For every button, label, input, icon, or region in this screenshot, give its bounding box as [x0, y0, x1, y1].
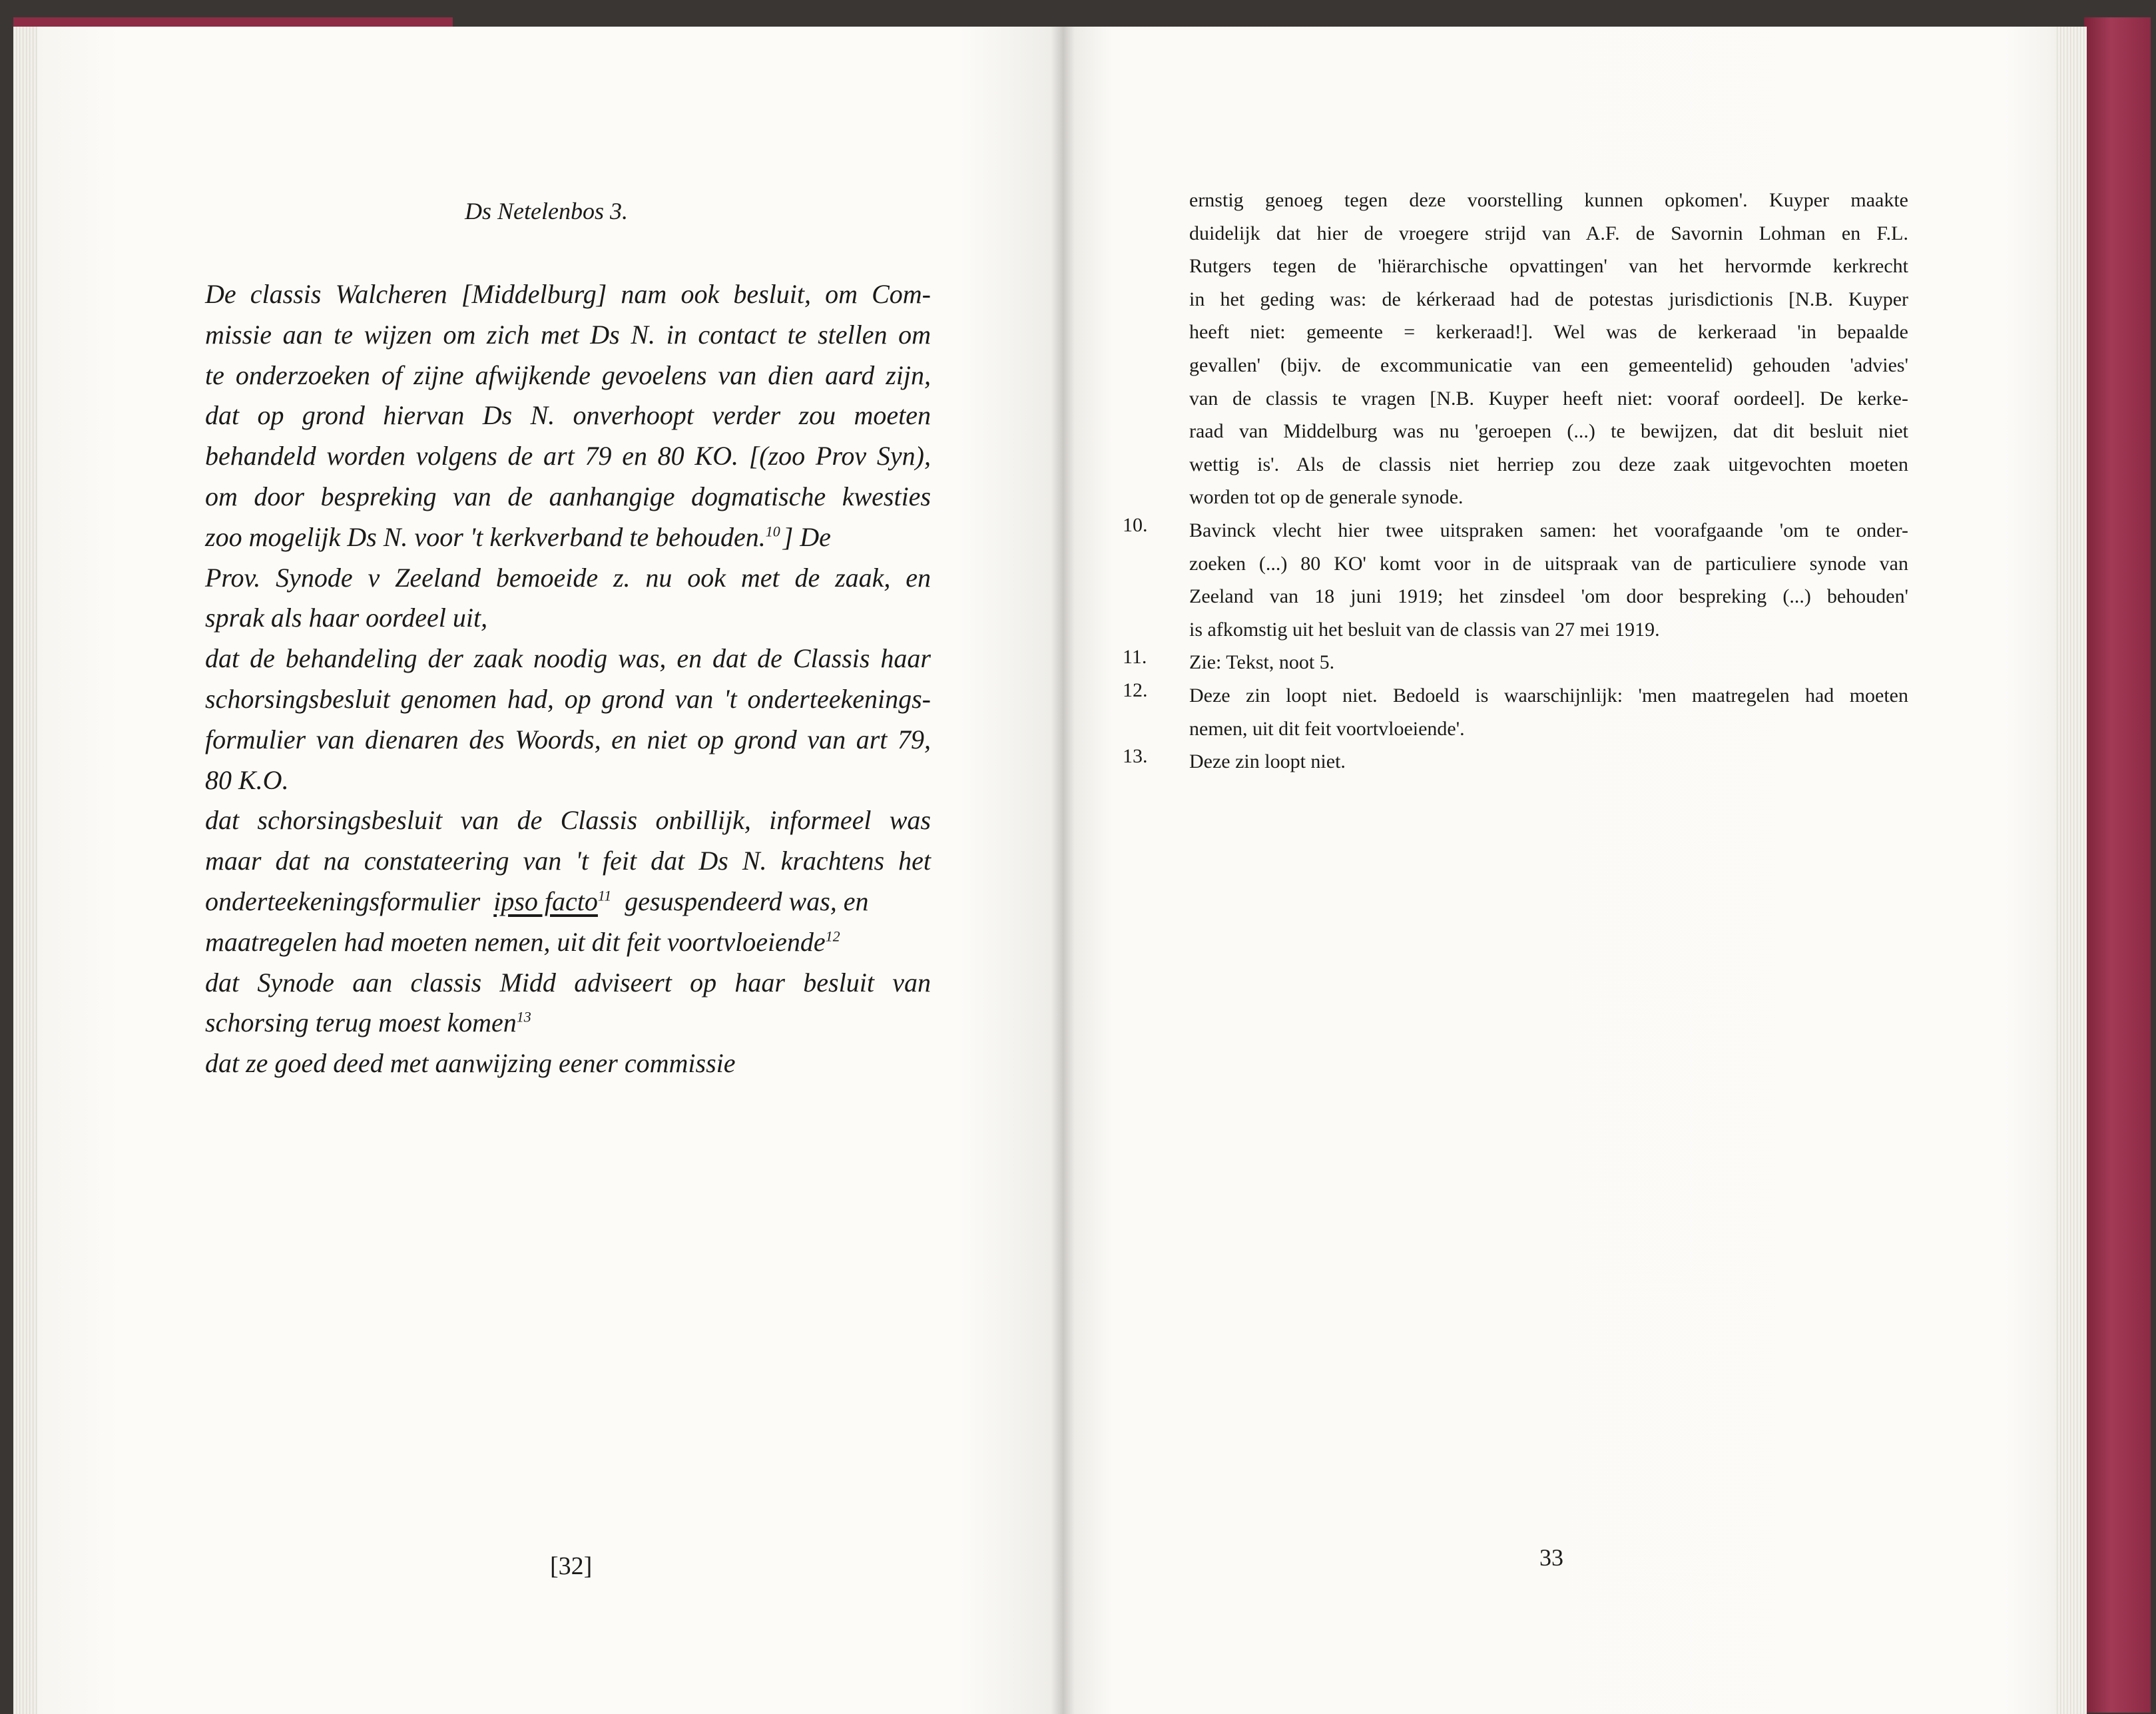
footnote-continued: [1123, 184, 1908, 514]
text-line: dat ze goed deed met aanwijzing eener commissie: [205, 1048, 736, 1079]
note-line: Rutgers tegen de 'hiërarchische opvattingen' van het hervormde kerkrecht: [1189, 255, 1908, 278]
book-gutter: [1051, 27, 1075, 1714]
note-line: Zie: Tekst, noot 5.: [1189, 651, 1335, 674]
note-line: wettig is'. Als de classis niet herriep zou deze zaak uitgevochten moeten: [1189, 453, 1908, 475]
note-line: is afkomstig uit het besluit van de classis van 27 mei 1919.: [1189, 618, 1660, 641]
text-line: dat de behandeling der zaak noodig was, en dat de Classis haar: [205, 643, 931, 674]
page-stack-left: [13, 27, 40, 1714]
text-line: dat Synode aan classis Midd adviseert op haar besluit van: [205, 967, 931, 998]
text-line: 80 K.O.: [205, 764, 289, 795]
page-stack-right: [2051, 27, 2087, 1714]
footnote-ref: 10: [765, 523, 780, 540]
note-line: duidelijk dat hier de vroegere strijd van A.F. de Savornin Lohman en F.L.: [1189, 222, 1908, 244]
footnote-10: [1123, 514, 1908, 646]
text-line: onderteekeningsformulier ipso facto$^{11}$ gesuspendeerd was, en: [205, 886, 869, 916]
text-line: te onderzoeken of zijne afwijkende gevoelens van dien aard zijn,: [205, 360, 931, 390]
footnote-number: 13.: [1123, 745, 1148, 768]
footnote-ref: 11: [597, 887, 612, 904]
footnote-number: 11.: [1123, 646, 1147, 669]
text-line: Prov. Synode v Zeeland bemoeide z. nu ook met de zaak, en: [205, 562, 931, 593]
footnote-12: [1123, 679, 1908, 745]
text-line: maatregelen had moeten nemen, uit dit feit voortvloeiende$^{12}$: [205, 926, 840, 957]
note-line: Deze zin loopt niet. Bedoeld is waarschijnlijk: 'men maatregelen had moeten: [1189, 684, 1908, 707]
text-line: sprak als haar oordeel uit,: [205, 603, 488, 633]
note-line: worden tot op de generale synode.: [1189, 486, 1464, 509]
text-line: dat schorsingsbesluit van de Classis onbillijk, informeel was: [205, 805, 931, 836]
text-line: schorsingsbesluit genomen had, op grond van 't onderteekenings-: [205, 683, 931, 714]
text-line: om door bespreking van de aanhangige dogmatische kwesties: [205, 481, 931, 511]
note-line: Bavinck vlecht hier twee uitspraken samen: het voorafgaande 'om te onder-: [1189, 519, 1908, 541]
left-page-body: [205, 274, 931, 1084]
left-page-heading: Ds Netelenbos 3.: [465, 198, 628, 224]
text-line: maar dat na constateering van 't feit dat Ds N. krachtens het: [205, 846, 931, 876]
text-line: De classis Walcheren [Middelburg] nam ook besluit, om Com-: [205, 279, 931, 309]
note-line: raad van Middelburg was nu 'geroepen (...) te bewijzen, dat dit besluit niet: [1189, 420, 1908, 443]
footnote-ref: 12: [825, 928, 840, 945]
note-line: heeft niet: gemeente = kerkeraad!]. Wel was de kerkeraad 'in bepaalde: [1189, 321, 1908, 344]
page-number-left: [32]: [550, 1552, 593, 1580]
footnote-number: 12.: [1123, 679, 1148, 701]
text-line: missie aan te wijzen om zich met Ds N. in contact te stellen om: [205, 319, 931, 350]
cover-edge-right: [2084, 17, 2151, 1713]
note-line: van de classis te vragen [N.B. Kuyper heeft niet: vooraf oordeel]. De kerke-: [1189, 387, 1908, 410]
note-line: Zeeland van 18 juni 1919; het zinsdeel 'om door bespreking (...) behouden': [1189, 585, 1908, 608]
footnote-11: [1123, 646, 1908, 679]
text-line: behandeld worden volgens de art 79 en 80 KO. [(zoo Prov Syn),: [205, 441, 931, 471]
footnotes: [1123, 184, 1908, 778]
footnote-ref: 13: [516, 1009, 531, 1026]
note-line: ernstig genoeg tegen deze voorstelling kunnen opkomen'. Kuyper maakte: [1189, 189, 1908, 211]
text-line: formulier van dienaren des Woords, en niet op grond van art 79,: [205, 724, 931, 754]
note-line: in het geding was: de kérkeraad had de potestas jurisdictionis [N.B. Kuyper: [1189, 288, 1908, 310]
note-line: zoeken (...) 80 KO' komt voor in de uitspraak van de particuliere synode van: [1189, 552, 1908, 575]
page-number-right: 33: [1539, 1544, 1563, 1571]
note-line: nemen, uit dit feit voortvloeiende'.: [1189, 717, 1465, 740]
note-line: Deze zin loopt niet.: [1189, 750, 1346, 773]
text-line: dat op grond hiervan Ds N. onverhoopt verder zou moeten: [205, 400, 931, 431]
footnote-number: 10.: [1123, 513, 1148, 536]
footnote-13: [1123, 745, 1908, 778]
note-line: gevallen' (bijv. de excommunicatie van een gemeentelid) gehouden 'advies': [1189, 354, 1908, 376]
text-line: schorsing terug moest komen$^{13}$: [205, 1007, 531, 1038]
text-line: zoo mogelijk Ds N. voor 't kerkverband te behouden.$^{10}$ ] De: [205, 521, 831, 552]
